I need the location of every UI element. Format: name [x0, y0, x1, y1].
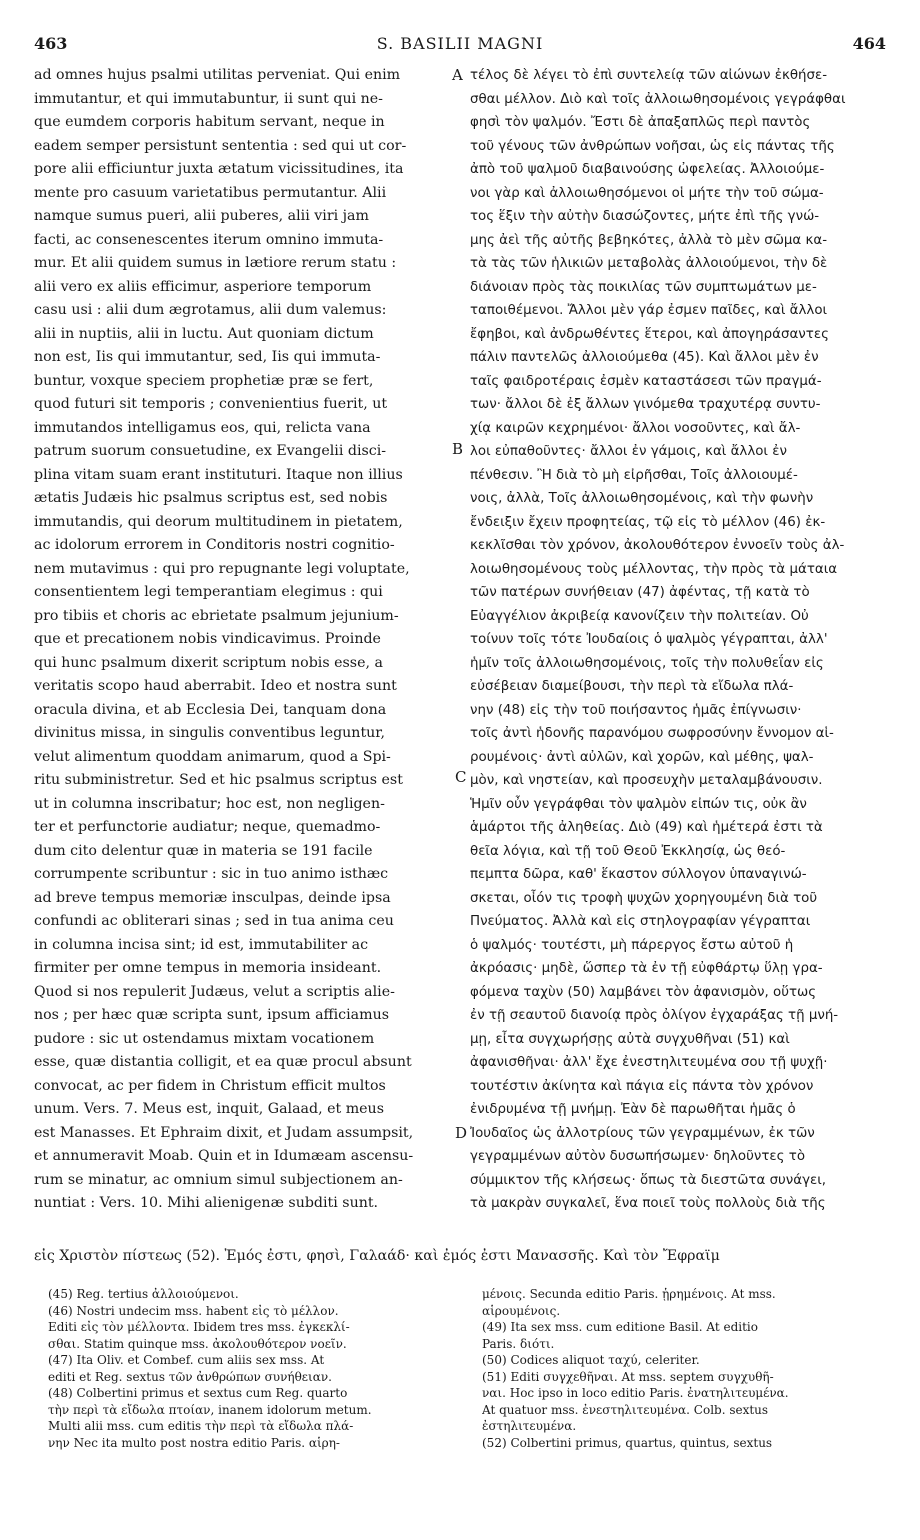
latin-text-line: unum. Vers. 7. Meus est, inquit, Galaad, et meus: [34, 1101, 384, 1117]
greek-text-line: Ἰουδαῖος ὡς ἀλλοτρίους τῶν γεγραμμένων, ἐκ τῶν: [470, 1125, 815, 1141]
footnote-line: At quatuor mss. ἐνεστηλιτευμένα. Colb. sextus: [482, 1402, 769, 1417]
footnote-line: editi et Reg. sextus τῶν ἀνθρώπων συνήθειαν.: [48, 1369, 332, 1384]
greek-text-line: χίᾳ καιρῶν κεχρημένοι· ἄλλοι νοσοῦντες, καὶ ἄλ-: [470, 420, 801, 436]
latin-text-line: ætatis Judæis hic psalmus scriptus est, sed nobis: [34, 490, 388, 506]
latin-column: [34, 64, 454, 1216]
greek-text-line: ὁ ψαλμός· τουτέστι, μὴ πάρεργος ἔστω αὐτοῦ ἡ: [470, 937, 794, 953]
latin-text-line: alii vero ex aliis efficimur, asperiore temporum: [34, 278, 372, 295]
footnotes-right: [482, 1286, 886, 1451]
latin-text-line: divinitus missa, in singulis conventibus leguntur,: [34, 725, 386, 741]
footnote-line: Paris. διότι.: [482, 1336, 555, 1351]
greek-text-line: μῃ, εἶτα συγχωρήσῃς αὐτὰ συγχυθῆναι (51) καὶ: [470, 1031, 790, 1047]
section-marker-b: B: [452, 440, 464, 458]
greek-text-line: ταποιθέμενοι. Ἄλλοι μὲν γάρ ἐσμεν παῖδες, καὶ ἄλλοι: [470, 303, 828, 318]
greek-text-line: Εὐαγγέλιον ἀκριβείᾳ κανονίζειν τὴν πολιτείαν. Οὐ: [470, 608, 809, 624]
latin-text-line: et annumeravit Moab. Quin et in Idumæam ascensu-: [34, 1148, 414, 1164]
full-width-line: εἰς Χριστὸν πίστεως (52). Ἐμός ἐστι, φησὶ, Γαλαάδ· καὶ ἐμός ἐστι Μανασσῆς. Καὶ τὸν Ἔφραϊμ: [34, 1248, 720, 1264]
greek-text-line: τοῦ γένους τῶν ἀνθρώπων νοῆσαι, ὡς εἰς πάντας τῆς: [470, 138, 835, 154]
latin-text-line: pro tibiis et choris ac ebrietate psalmum jejunium-: [34, 607, 399, 624]
greek-text-line: των· ἄλλοι δὲ ἐξ ἄλλων γινόμεθα τραχυτέρᾳ συντυ-: [470, 397, 821, 412]
latin-text-line: veritatis scopo haud aberrabit. Ideo et nostra sunt: [34, 678, 397, 694]
footnote-line: (47) Ita Oliv. et Combef. cum aliis sex mss. At: [48, 1353, 325, 1367]
greek-text-line: πεμπτα δῶρα, καθ' ἕκαστον σύλλογον ὑπαναγινώ-: [470, 867, 807, 882]
latin-text-line: ter et perfunctorie audiatur; neque, quemadmo-: [34, 819, 381, 835]
left-page-number: 463: [34, 34, 68, 53]
greek-text-line: τέλος δὲ λέγει τὸ ἐπὶ συντελείᾳ τῶν αἰώνων ἐκθήσε-: [470, 68, 828, 83]
section-marker-c: C: [455, 768, 467, 786]
greek-text-line: κεκλῖσθαι τὸν χρόνον, ἀκολουθότερον ἐννοεῖν τοὺς ἀλ-: [470, 538, 845, 553]
latin-text-line: est Manasses. Et Ephraim dixit, et Judam assumpsit,: [34, 1124, 414, 1141]
footnotes-left: [48, 1286, 456, 1451]
latin-text-line: immutandis, qui deorum multitudinem in pietatem,: [34, 513, 403, 530]
greek-text-line: τὰ μακρὰν συγκαλεῖ, ἕνα ποιεῖ τοὺς πολλοὺς διὰ τῆς: [470, 1196, 826, 1211]
footnote-line: (46) Nostri undecim mss. habent εἰς τὸ μέλλον.: [48, 1303, 339, 1318]
greek-text-line: τοίνυν τοῖς τότε Ἰουδαίοις ὁ ψαλμὸς γέγραπται, ἀλλ': [470, 632, 828, 647]
latin-text-line: immutantur, et qui immutabuntur, ii sunt qui ne-: [34, 90, 383, 107]
footnote-line: σθαι. Statim quinque mss. ἀκολουθότερον νοεῖν.: [48, 1336, 347, 1351]
greek-text-line: σκεται, οἷόν τις τροφὴ ψυχῶν χορηγουμένη διὰ τοῦ: [470, 890, 818, 906]
latin-text-line: casu usi : alii dum ægrotamus, alii dum valemus:: [34, 302, 387, 318]
latin-text-line: ut in columna inscribatur; hoc est, non negligen-: [34, 795, 385, 812]
greek-text-line: ἀκρόασις· μηδὲ, ὥσπερ τὰ ἐν τῇ εὐφθάρτῳ ὕλῃ γρα-: [470, 961, 823, 976]
latin-text-line: esse, quæ distantia colligit, et ea quæ procul absunt: [34, 1054, 412, 1070]
greek-text-line: νοι γὰρ καὶ ἀλλοιωθησόμενοι οἱ μήτε τὴν τοῦ σώμα-: [470, 185, 824, 201]
greek-text-line: τοῖς ἀντὶ ἡδονῆς παρανόμου σωφροσύνην ἔννομον αἱ-: [470, 726, 834, 741]
latin-text-line: alii in nuptiis, alii in luctu. Aut quoniam dictum: [34, 325, 374, 342]
greek-text-line: πένθεσιν. Ἢ διὰ τὸ μὴ εἰρῆσθαι, Τοῖς ἀλλοιουμέ-: [470, 467, 798, 483]
latin-text-line: ad breve tempus memoriæ insculpas, deinde ipsa: [34, 889, 391, 906]
greek-text-line: σθαι μέλλον. Διὸ καὶ τοῖς ἀλλοιωθησομένοις γεγράφθαι: [470, 91, 846, 107]
footnote-line: Editi εἰς τὸν μέλλοντα. Ibidem tres mss. ἐγκεκλί-: [48, 1320, 350, 1334]
greek-text-line: ἀφανισθῆναι· ἀλλ' ἔχε ἐνεστηλιτευμένα σου τῇ ψυχῇ·: [470, 1055, 828, 1070]
footnote-line: τὴν περὶ τὰ εἴδωλα πτοίαν, inanem idolorum metum.: [48, 1402, 372, 1417]
footnote-line: (48) Colbertini primus et sextus cum Reg. quarto: [48, 1386, 348, 1400]
latin-text-line: pore alii efficiuntur juxta ætatum vicissitudines, ita: [34, 161, 404, 177]
greek-text-line: ταῖς φαιδροτέραις ἐσμὲν καταστάσεσι τῶν πραγμά-: [470, 373, 822, 389]
latin-text-line: que et precationem nobis vindicavimus. Proinde: [34, 631, 381, 647]
latin-text-line: convocat, ac per fidem in Christum efficit multos: [34, 1077, 386, 1094]
footnote-line: (52) Colbertini primus, quartus, quintus, sextus: [482, 1435, 773, 1450]
latin-text-line: dum cito delentur quæ in materia se 191 facile: [34, 842, 373, 859]
footnote-line: αἱρουμένοις.: [482, 1303, 561, 1318]
section-marker-d: D: [455, 1124, 468, 1142]
page-header: [34, 34, 886, 58]
greek-text-line: ἁμάρτοι τῆς ἀληθείας. Διὸ (49) καὶ ἡμέτερά ἐστι τὰ: [470, 820, 823, 835]
latin-text-line: oracula divina, et ab Ecclesia Dei, tanquam dona: [34, 701, 387, 718]
right-page-number: 464: [852, 34, 886, 53]
latin-text-line: nuntiat : Vers. 10. Mihi alienigenæ subditi sunt.: [34, 1195, 379, 1211]
greek-text-line: ἡμῖν τοῖς ἀλλοιωθησομένοις, τοῖς τὴν πολυθεΐαν εἰς: [470, 655, 824, 671]
greek-text-line: ἔνδειξιν ἔχειν προφητείας, τῷ εἰς τὸ μέλλον (46) ἐκ-: [470, 514, 826, 530]
greek-text-line: τὰ τὰς τῶν ἡλικιῶν μεταβολὰς ἀλλοιούμενοι, τὴν δὲ: [470, 256, 828, 271]
latin-text-line: eadem semper persistunt sententia : sed qui ut cor-: [34, 137, 407, 154]
latin-text-line: qui hunc psalmum dixerit scriptum nobis esse, a: [34, 654, 383, 671]
greek-column: [470, 64, 886, 1216]
greek-text-line: διάνοιαν πρὸς τὰς ποικιλίας τῶν συμπτωμάτων με-: [470, 279, 817, 295]
greek-text-line: ἀπὸ τοῦ ψαλμοῦ διαβαινούσης ὠφελείας. Ἀλλοιούμε-: [470, 162, 825, 177]
greek-text-line: σύμμικτον τῆς κλήσεως· ὅπως τὰ διεστῶτα συνάγει,: [470, 1172, 827, 1188]
footnote-line: (49) Ita sex mss. cum editione Basil. At editio: [482, 1320, 758, 1334]
footnote-line: Multi alii mss. cum editis τὴν περὶ τὰ εἴδωλα πλά-: [48, 1419, 354, 1433]
latin-text-line: rum se minatur, ac omnium simul subjectionem an-: [34, 1171, 403, 1188]
latin-text-line: corrumpente scribuntur : sic in tuo animo isthæc: [34, 866, 389, 882]
greek-text-line: νοις, ἀλλὰ, Τοῖς ἀλλοιωθησομένοις, καὶ τὴν φωνὴν: [470, 491, 814, 506]
latin-text-line: consentientem legi temperantiam elegimus : qui: [34, 584, 383, 600]
greek-text-line: ἔφηβοι, καὶ ἀνδρωθέντες ἕτεροι, καὶ ἀπογηράσαντες: [470, 326, 829, 342]
greek-text-line: λοιωθησομένους τοὺς μέλλοντας, τὴν πρὸς τὰ μάταια: [470, 561, 838, 577]
greek-text-line: τῶν πατέρων συνήθειαν (47) ἀφέντας, τῇ κατὰ τὸ: [470, 585, 810, 600]
greek-text-line: Πνεύματος. Ἀλλὰ καὶ εἰς στηλογραφίαν γέγραπται: [470, 914, 811, 929]
latin-text-line: quod futuri sit temporis ; convenientius fuerit, ut: [34, 396, 388, 412]
greek-text-line: εὐσέβειαν διαμείβουσι, τὴν περὶ τὰ εἴδωλα πλά-: [470, 679, 794, 694]
greek-text-line: Ἡμῖν οὖν γεγράφθαι τὸν ψαλμὸν εἰπών τις, οὐκ ἂν: [470, 796, 807, 812]
section-marker-a: A: [452, 66, 463, 84]
latin-text-line: ac idolorum errorem in Conditoris nostri cognitio-: [34, 537, 395, 553]
greek-text-line: ρουμένοις· ἀντὶ αὐλῶν, καὶ χορῶν, καὶ μέθης, ψαλ-: [470, 749, 814, 765]
latin-text-line: in columna incisa sint; id est, immutabiliter ac: [34, 936, 369, 953]
latin-text-line: buntur, voxque speciem prophetiæ præ se fert,: [34, 372, 374, 389]
footnote-line: (50) Codices aliquot ταχύ, celeriter.: [482, 1353, 700, 1367]
latin-text-line: facti, ac consenescentes iterum omnino immuta-: [34, 231, 384, 248]
latin-text-line: confundi ac obliterari sinas ; sed in tua anima ceu: [34, 913, 394, 929]
greek-text-line: μὸν, καὶ νηστείαν, καὶ προσευχὴν μεταλαμβάνουσιν.: [470, 773, 823, 788]
footnote-line: μένοις. Secunda editio Paris. ᾑρημένοις. At mss.: [482, 1287, 776, 1301]
footnote-line: ναι. Hoc ipso in loco editio Paris. ἐνατηλιτευμένα.: [482, 1386, 789, 1400]
greek-text-line: ἐν τῇ σεαυτοῦ διανοίᾳ πρὸς ὀλίγον ἐγχαράξας τῇ μνή-: [470, 1008, 839, 1023]
latin-text-line: plina vitam suam erant instituturi. Itaque non illius: [34, 466, 403, 483]
latin-text-line: immutandos intelligamus eos, qui, relicta vana: [34, 419, 371, 436]
greek-text-line: μης ἀεὶ τῆς αὐτῆς βεβηκότες, ἀλλὰ τὸ μὲν σῶμα κα-: [470, 232, 828, 248]
greek-text-line: τουτέστιν ἀκίνητα καὶ πάγια εἰς πάντα τὸν χρόνον: [470, 1078, 814, 1094]
greek-text-line: φόμενα ταχὺν (50) λαμβάνει τὸν ἀφανισμὸν, οὕτως: [470, 984, 817, 1000]
footnote-line: ἐστηλιτευμένα.: [482, 1419, 577, 1433]
running-title: S. BASILII MAGNI: [376, 34, 544, 53]
latin-text-line: patrum suorum consuetudine, ex Evangelii disci-: [34, 443, 387, 459]
latin-text-line: non est, Iis qui immutantur, sed, Iis qui immuta-: [34, 349, 381, 365]
latin-text-line: mente pro casuum varietatibus permutantur. Alii: [34, 184, 387, 201]
greek-text-line: ἐνιδρυμένα τῇ μνήμῃ. Ἐὰν δὲ παρωθῆται ἡμᾶς ὁ: [470, 1102, 796, 1117]
latin-text-line: nem mutavimus : qui pro repugnante legi voluptate,: [34, 560, 410, 577]
latin-text-line: namque sumus pueri, alii puberes, alii viri jam: [34, 208, 369, 224]
latin-text-line: firmiter per omne tempus in memoria insideant.: [34, 960, 382, 976]
greek-text-line: φησὶ τὸν ψαλμόν. Ἔστι δὲ ἀπαξαπλῶς περὶ παντὸς: [470, 115, 811, 130]
latin-text-line: nos ; per hæc quæ scripta sunt, ipsum afficiamus: [34, 1007, 389, 1023]
greek-text-line: τος ἕξιν τὴν αὐτὴν διασώζοντες, μήτε ἐπὶ τῆς γνώ-: [470, 209, 820, 224]
latin-text-line: Quod si nos repulerit Judæus, velut a scriptis alie-: [34, 983, 395, 1000]
greek-text-line: γεγραμμένων αὐτὸν δυσωπήσωμεν· δηλοῦντες τὸ: [470, 1149, 806, 1164]
latin-text-line: ritu subministretur. Sed et hic psalmus scriptus est: [34, 772, 403, 788]
latin-text-line: ad omnes hujus psalmi utilitas perveniat. Qui enim: [34, 67, 401, 83]
latin-text-line: velut alimentum quoddam animarum, quod a Spi-: [34, 748, 391, 765]
latin-text-line: que eumdem corporis habitum servant, neque in: [34, 114, 385, 130]
footnote-line: (51) Editi συγχεθῆναι. At mss. septem συγχυθῆ-: [482, 1369, 774, 1384]
footnote-line: νην Nec ita multo post nostra editio Paris. αἱρη-: [48, 1435, 340, 1450]
latin-text-line: pudore : sic ut ostendamus mixtam vocationem: [34, 1030, 375, 1047]
greek-text-line: λοι εὐπαθοῦντες· ἄλλοι ἐν γάμοις, καὶ ἄλλοι ἐν: [470, 444, 787, 459]
greek-text-line: πάλιν παντελῶς ἀλλοιούμεθα (45). Καὶ ἄλλοι μὲν ἐν: [470, 350, 819, 365]
footnote-line: (45) Reg. tertius ἀλλοιούμενοι.: [48, 1287, 239, 1301]
latin-text-line: mur. Et alii quidem sumus in lætiore rerum statu :: [34, 255, 397, 271]
greek-text-line: θεῖα λόγια, καὶ τῇ τοῦ Θεοῦ Ἐκκλησίᾳ, ὡς θεό-: [470, 843, 786, 859]
greek-text-line: νην (48) εἰς τὴν τοῦ ποιήσαντος ἡμᾶς ἐπίγνωσιν·: [470, 702, 802, 718]
